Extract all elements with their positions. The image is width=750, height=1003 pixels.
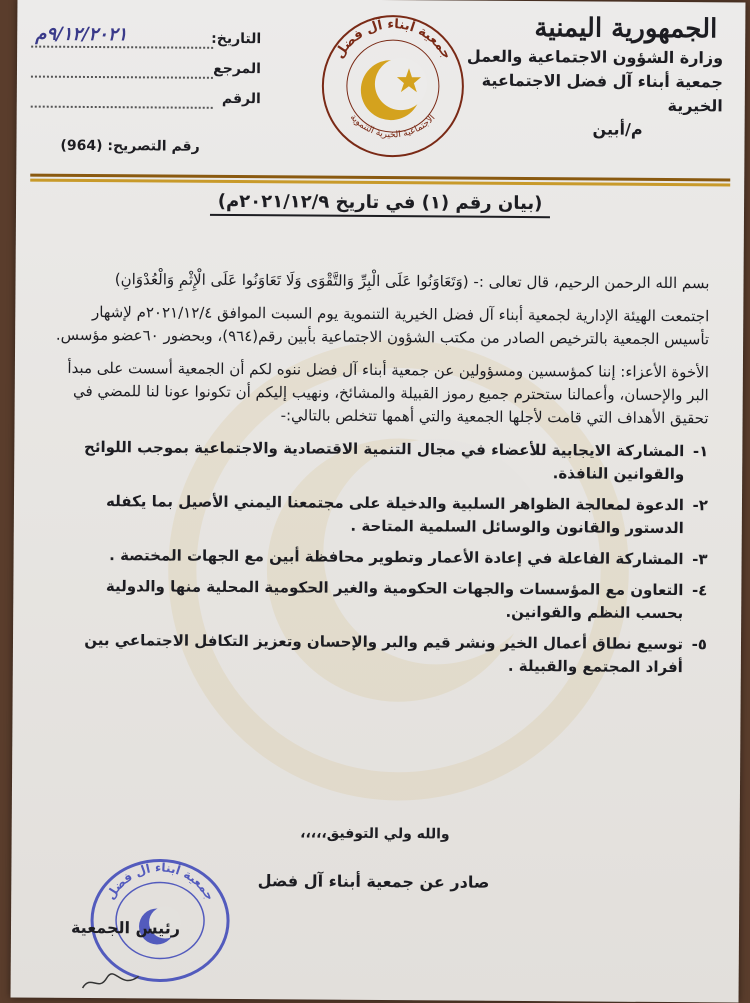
issued-by: صادر عن جمعية أبناء آل فضل: [257, 871, 490, 892]
statement-title: (بيان رقم (١) في تاريخ ٢٠٢١/١٢/٩م): [16, 189, 744, 215]
paragraph-meeting: اجتمعت الهيئة الإدارية لجمعية أبناء آل فضل الخيرية التنموية يوم السبت الموافق ٢٠٢١/١٢/٤م لإشهار تأسيس الجمعية بالترخيص الصادر من مكتب الشؤون الاجتماعية بأبين رقم(٩٦٤)، وبحضور ٦٠عضو مؤسس.: [55, 302, 710, 349]
goals-list: [53, 436, 709, 680]
president-title: رئيس الجمعية: [70, 917, 181, 938]
letterhead-left: [31, 24, 262, 116]
list-item: ٤- التعاون مع المؤسسات والجهات الحكومية والغير الحكومية المحلية منها والدولية بحسب النظم والقوانين.: [105, 577, 708, 623]
list-item: ١- المشاركة الايجابية للأعضاء في مجال التنمية الاقتصادية والاجتماعية بموجب اللوائح والقوانين النافذة.: [84, 437, 709, 484]
closing-line: والله ولي التوفيق،،،،،: [300, 825, 450, 843]
license-label: رقم التصريح:: [107, 138, 200, 155]
location: م/أبين: [592, 119, 643, 139]
signature: [81, 970, 141, 994]
paragraph-address: الأخوة الأعزاء: إننا كمؤسسين ومسؤولين عن جمعية أبناء آل فضل ننوه لكم أن الجمعية أسست على مبدأ البر والإحسان، وأعمالنا ستحترم جميع رموز القبيلة والمشائخ، ونهيب إليكم أن تكونوا عونا لنا للمضي في تحقيق الأهداف التي قامت لأجلها الجمعية والتي أهمها تتخلص بالتالي:-: [67, 358, 709, 428]
number-label: الرقم: [221, 90, 261, 108]
list-item: ٢- الدعوة لمعالجة الظواهر السلبية والدخيلة على مجتمعنا اليمني الأصيل بما يكفله الدستور والقانون والوسائل السلمية المتاحة .: [106, 492, 709, 538]
list-item: ٣- المشاركة الفاعلة في إعادة الأعمار وتطوير محافظة أبين مع الجهات المختصة .: [109, 546, 708, 569]
association-logo: [316, 10, 469, 163]
license-value: (964): [60, 137, 103, 155]
statement-body: [53, 268, 710, 688]
document-page: [11, 0, 746, 1003]
logo-text-top: جمعية أبناء آل فضل: [331, 17, 455, 63]
date-value: ٩/١٢/٢٠٢١م: [31, 24, 213, 49]
reference-value: [31, 54, 213, 79]
association-name: جمعية أبناء آل فضل الاجتماعية الخيرية: [481, 70, 723, 116]
list-item: ٥- توسيع نطاق أعمال الخير ونشر قيم والبر والإحسان وتعزيز التكافل الاجتماعي بين أفراد المجتمع والقبيلة .: [84, 630, 708, 677]
ministry-name: وزارة الشؤون الاجتماعية والعمل: [466, 46, 724, 68]
date-label: التاريخ:: [211, 30, 262, 48]
logo-text-bottom: الاجتماعية الخيرية التنموية: [347, 112, 438, 141]
svg-text:جمعية أبناء آل فضل: [332, 16, 455, 62]
intro-verse: بسم الله الرحمن الرحيم، قال تعالى :- (وَتَعَاوَنُوا عَلَى الْبِرِّ وَالتَّقْوَى وَلَا تَعَاوَنُوا عَلَى الْإِثْمِ وَالْعُدْوَانِ): [114, 270, 710, 293]
number-value: [31, 84, 213, 109]
license-number: [60, 138, 199, 155]
stamp-text: جمعية أبناء آل فضل: [103, 860, 218, 903]
reference-label: المرجع: [213, 60, 262, 78]
republic-title: الجمهورية اليمنية: [534, 13, 718, 45]
svg-text:جمعية أبناء آل فضل: [103, 860, 217, 903]
